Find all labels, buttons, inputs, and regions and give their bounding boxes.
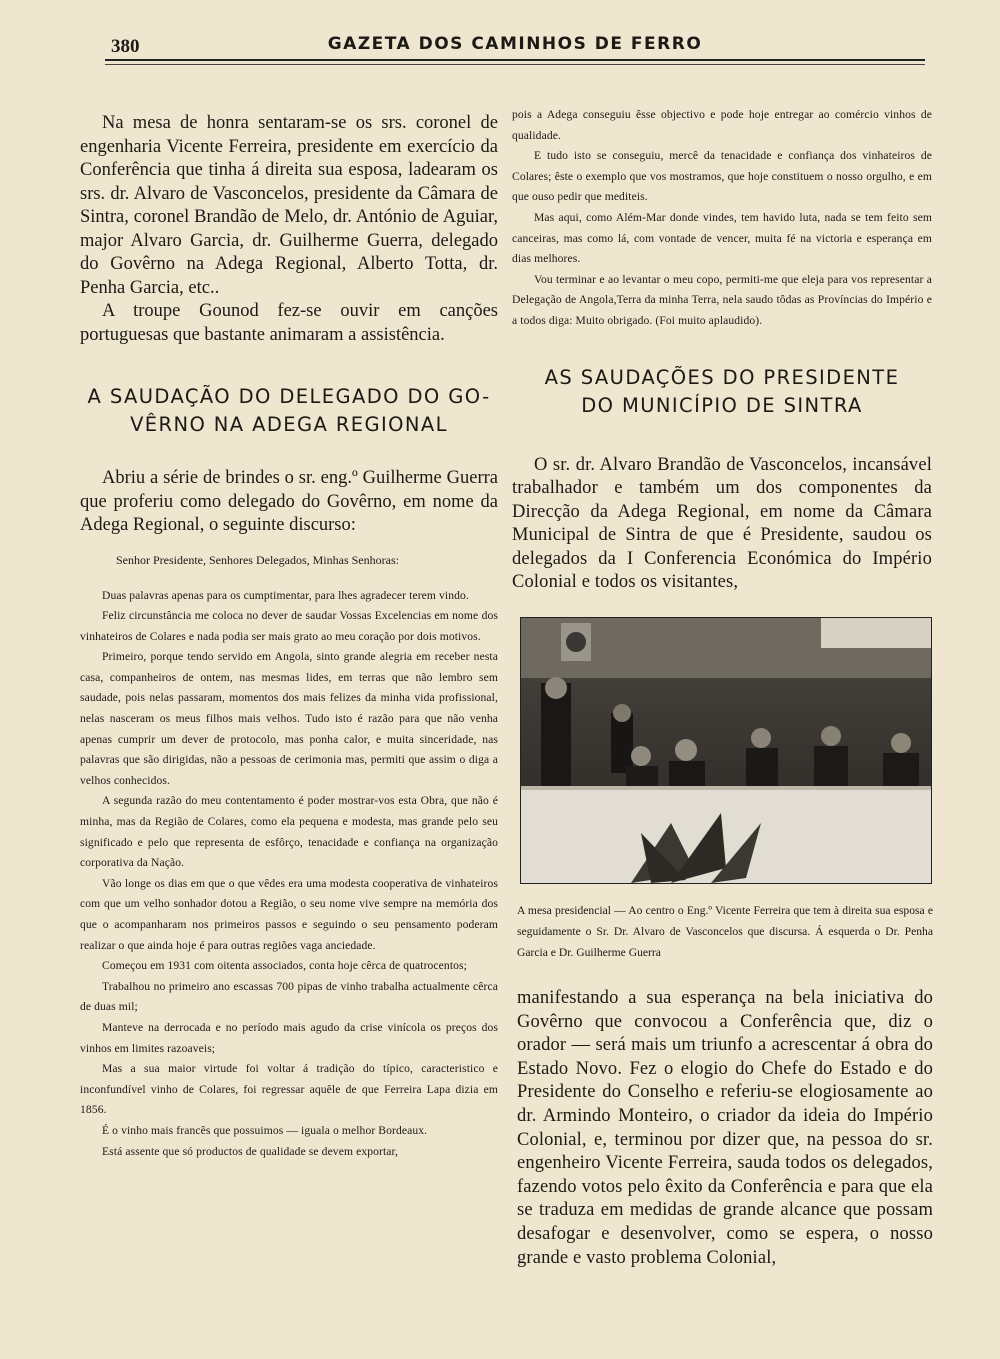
section-intro: Abriu a série de brindes o sr. eng.º Guilherme Guerra que proferiu como delegado do Govêrno, em nome da Adega Regional, o seguinte discurso: bbox=[80, 468, 498, 535]
intro-paragraph: A troupe Gounod fez-se ouvir em canções portuguesas que bastante animaram a assistência. bbox=[80, 301, 498, 345]
speech-paragraph: Mas a sua maior virtude foi voltar á tradição do típico, caracteristico e inconfundível vinho de Colares, foi regressar aquêle de que Ferreira Lapa dizia em 1856. bbox=[80, 1062, 498, 1117]
left-column bbox=[80, 112, 498, 1162]
speech-salutation: Senhor Presidente, Senhores Delegados, Minhas Senhoras: bbox=[116, 552, 399, 567]
speech-paragraph: Está assente que só productos de qualidade se devem exportar, bbox=[102, 1144, 399, 1158]
speech-paragraph: pois a Adega conseguiu êsse objectivo e pode hoje entregar ao comércio vinhos de qualidade. bbox=[512, 108, 932, 142]
right-column bbox=[512, 105, 932, 595]
page-header bbox=[105, 30, 925, 60]
page-number: 380 bbox=[111, 36, 140, 57]
speech-paragraph: Duas palavras apenas para os cumptimentar, para lhes agradecer terem vindo. bbox=[102, 588, 469, 602]
section-title-presidente bbox=[512, 364, 932, 420]
section-title-line: VÊRNO NA ADEGA REGIONAL bbox=[130, 413, 448, 436]
photo-caption: A mesa presidencial — Ao centro o Eng.º Vicente Ferreira que tem à direita sua esposa e seguidamente o Sr. Dr. Alvaro de Vasconcelos que discursa. Á esquerda o Dr. Penha Garcia e Dr. Guilherme Guerra bbox=[517, 904, 933, 959]
speech-paragraph: Mas aqui, como Além-Mar donde vindes, tem havido luta, nada se tem feito sem canceiras, mas como lá, com vontade de vencer, muita fé na victoria e esperança em dias melhores. bbox=[512, 210, 932, 266]
section-title-line: DO MUNICÍPIO DE SINTRA bbox=[581, 393, 863, 417]
speech-paragraph: A segunda razão do meu contentamento é poder mostrar-vos esta Obra, que não é minha, mas da Região de Colares, como ela pequena e modesta, mas grande pelo seu significado e pelo que representa de esfôrço, tenacidade e confiança na organização corporativa da Nação. bbox=[80, 794, 498, 870]
speech-body bbox=[80, 586, 498, 1163]
speech-paragraph: Trabalhou no primeiro ano escassas 700 pipas de vinho trabalha actualmente cêrca de duas mil; bbox=[80, 979, 498, 1014]
header-rule bbox=[105, 59, 925, 61]
intro-paragraph: Na mesa de honra sentaram-se os srs. coronel de engenharia Vicente Ferreira, presidente em exercício da Conferência que tinha á direita sua esposa, ladearam os srs. dr. Alvaro de Vasconcelos, presidente da Câmara de Sintra, coronel Brandão de Melo, dr. António de Aguiar, major Alvaro Garcia, dr. Guilherme Guerra, delegado do Govêrno na Adega Regional, Alberto Totta, dr. Penha Garcia, etc.. bbox=[80, 113, 498, 298]
section-title-delegado bbox=[80, 383, 498, 439]
banquet-photo bbox=[520, 617, 932, 884]
speech-paragraph: Vou terminar e ao levantar o meu copo, permiti-me que eleja para vos representar a Delegação de Angola,Terra da minha Terra, nela saudo tôdas as Províncias do Império e a todos diga: Muito obrigado. (Foi muito aplaudido). bbox=[512, 272, 932, 327]
section-title-line: AS SAUDAÇÕES DO PRESIDENTE bbox=[544, 365, 900, 389]
closing-paragraph: manifestando a sua esperança na bela iniciativa do Govêrno que convocou a Conferência que, diz o orador — será mais um triunfo a acrescentar á obra do Estado Novo. Fez o elogio do Chefe do Estado e do Presidente do Conselho e referiu-se elogiosamente ao dr. Armindo Monteiro, o criador da ideia do Império Colonial, e, terminou por dizer que, na pessoa do sr. engenheiro Vicente Ferreira, sauda todos os delegados, fazendo votos pelo êxito da Conferência e para que ela se traduza em medidas de grande alcance que possam desafogar e desenvolver, como se espera, o nosso grande e vasto problema Colonial, bbox=[517, 988, 933, 1268]
speech-continuation bbox=[512, 105, 932, 332]
speech-paragraph: Manteve na derrocada e no período mais agudo da crise vinícola os preços dos vinhos em limites razoaveis; bbox=[80, 1020, 498, 1055]
section-paragraph: O sr. dr. Alvaro Brandão de Vasconcelos, incansável trabalhador e também um dos componentes da Direcção da Adega Regional, em nome da Câmara Municipal de Sintra de que é Presidente, saudou os delegados da I Conferencia Económica do Império Colonial e todos os visitantes, bbox=[512, 454, 932, 593]
banquet-photo-image bbox=[521, 618, 931, 883]
section-title-line: A SAUDAÇÃO DO DELEGADO DO GO- bbox=[87, 385, 491, 408]
speech-paragraph: É o vinho mais francês que possuimos — iguala o melhor Bordeaux. bbox=[102, 1123, 428, 1137]
header-rule-thin bbox=[105, 64, 925, 65]
speech-paragraph: Feliz circunstância me coloca no dever de saudar Vossas Excelencias em nome dos vinhateiros de Colares e nada podia ser mais grato ao meu coração por dois motivos. bbox=[80, 609, 498, 643]
speech-paragraph: Começou em 1931 com oitenta associados, conta hoje cêrca de quatrocentos; bbox=[102, 959, 467, 973]
speech-paragraph: Primeiro, porque tendo servido em Angola, sinto grande alegria em receber nesta casa, companheiros de ontem, nas mesmas lides, em terras que não lembro sem saudade, pois nelas passaram, momentos dos mais felizes da minha vida profissional, nelas nasceram os meus filhos mais velhos. Tudo isto é razão para que não venha apenas cumprir um dever de protocolo, mas ponha calor, e muita sinceridade, nas palavras que são dirigidas, não a pessoas de cerimonia mas, permiti que assim o diga a velhos conhecidos. bbox=[80, 650, 498, 787]
speech-paragraph: E tudo isto se conseguiu, mercê da tenacidade e confiança dos vinhateiros de Colares; êste o exemplo que vos mostramos, que hoje constituem o nosso orgulho, e em que ouso pedir que mediteis. bbox=[512, 149, 932, 204]
journal-title: GAZETA DOS CAMINHOS DE FERRO bbox=[327, 34, 703, 54]
speech-paragraph: Vão longe os dias em que o que vêdes era uma modesta cooperativa de vinhateiros com que um velho sonhador dotou a Região, o seu nome vive sempre na memória dos que o acompanharam nos primeiros passos e seguindo o seu pensamento poderam realizar o que ainda hoje é para outras regiões vaga anciedade. bbox=[80, 876, 498, 952]
right-column-lower bbox=[517, 987, 933, 1270]
